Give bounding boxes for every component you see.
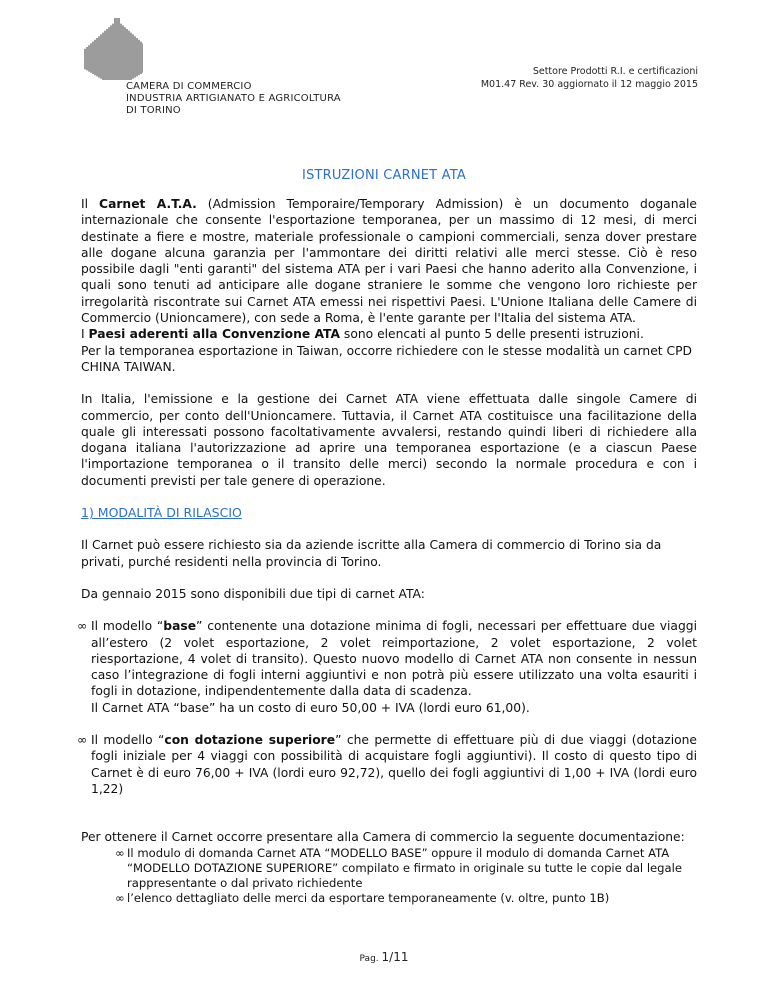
organization-name: [126, 81, 341, 117]
bullet-marker: ∞: [77, 733, 88, 748]
text: sono elencati al punto 5 delle presenti istruzioni.: [340, 327, 644, 342]
intro-paragraph-2: [81, 326, 697, 342]
text: (Admission Temporaire/Temporary Admission) è un documento doganale internazionale che consente l'esportazione temporanea, per un massimo di 12 mesi, di merci destinate a fiere e mostre, materiale professionale o campioni commerciali, senza dover prestare alle dogane alcuna garanzia per l'ammontare dei diritti relativi alle merci stesse. Ciò è reso possibile dagli "enti garanti" del sistema ATA per i vari Paesi che hanno aderito alla Convenzione, i quali sono tenuti ad anticipare alle dogane straniere le somme che vengono loro richieste per irregolarità riscontrate sui Carnet ATA emessi nei rispettivi Paesi. L'Unione Italiana delle Camere di Commercio (Unioncamere), con sede a Roma, è l'ente garante per l'Italia del sistema ATA.: [81, 197, 698, 326]
base-term: base: [163, 619, 197, 634]
revision-info: M01.47 Rev. 30 aggiornato il 12 maggio 2015: [480, 78, 698, 90]
document-reference: [481, 66, 698, 91]
text: I: [81, 327, 89, 342]
member-countries-term: Paesi aderenti alla Convenzione ATA: [88, 327, 341, 342]
org-line-3: DI TORINO: [126, 105, 181, 116]
section-1-paragraph-2: Da gennaio 2015 sono disponibili due tipi di carnet ATA:: [81, 586, 425, 601]
document-body: [77, 196, 698, 906]
text: Il modello “: [91, 619, 164, 634]
intro-paragraph-4: In Italia, l'emissione e la gestione dei Carnet ATA viene effettuata dalle singole Camere di commercio, per conto dell'Unioncamere. Tuttavia, il Carnet ATA costituisce una facilitazione della quale gli interessati possono facoltativamente avvalersi, restando quindi liberi di richiedere alla dogana italiana l'autorizzazione ad aprire una temporanea esportazione (e a ciascun Paese l'importazione temporanea o il transito delle merci) secondo la normale procedura e con i documenti previsti per tale genere di operazione.: [81, 392, 697, 488]
bullet-marker: ∞: [115, 890, 125, 905]
text: Il modulo di domanda Carnet ATA “MODELLO BASE” oppure il modulo di domanda Carnet ATA “MODELLO DOTAZIONE SUPERIORE” compilato e firmato in originale su tutte le copie dal legale rappresentante o dal privato richiedente: [127, 845, 683, 890]
page-number: 1/11: [381, 950, 409, 964]
required-document-1: [81, 846, 697, 891]
text: Il modello “: [91, 733, 165, 748]
page-footer: [0, 950, 768, 964]
intro-paragraph-3: Per la temporanea esportazione in Taiwan, occorre richiedere con le stesse modalità un carnet CPD CHINA TAIWAN.: [81, 343, 692, 374]
chamber-logo: [81, 18, 143, 82]
text: ” che permette di effettuare più di due viaggi (dotazione fogli iniziale per 4 viaggi con possibilità di acquistare fogli aggiuntivi). Il costo di questo tipo di Carnet è di euro 76,00 + IVA (lordi euro 92,72), quello dei fogli aggiuntivi di 1,00 + IVA (lordi euro 1,22): [91, 733, 697, 796]
text: ” contenente una dotazione minima di fogli, necessari per effettuare due viaggi all’estero (2 volet esportazione, 2 volet reimportazione, 2 volet esportazione, 2 volet riesportazione, 4 volet di transito). Questo nuovo modello di Carnet ATA non consente in nessun caso l’integrazione di fogli interni aggiuntivi e non potrà più essere utilizzato una volta esauriti i fogli in dotazione, indipendentemente dalla data di scadenza.: [91, 619, 697, 699]
document-title: ISTRUZIONI CARNET ATA: [302, 168, 466, 183]
intro-paragraph-1: [81, 196, 697, 326]
bullet-marker: ∞: [115, 845, 125, 860]
page-label: Pag.: [359, 954, 382, 964]
required-document-2: [81, 891, 697, 906]
carnet-ata-term: Carnet A.T.A.: [99, 197, 197, 211]
superior-term: con dotazione superiore: [164, 733, 336, 748]
bullet-marker: ∞: [77, 619, 88, 634]
text: l’elenco dettagliato delle merci da esportare temporaneamente (v. oltre, punto 1B): [127, 890, 610, 905]
section-1-heading: 1) MODALITÀ DI RILASCIO: [81, 505, 242, 521]
org-line-1: CAMERA DI COMMERCIO: [126, 81, 252, 92]
text: Il: [81, 197, 100, 211]
base-price: Il Carnet ATA “base” ha un costo di euro 50,00 + IVA (lordi euro 61,00).: [91, 700, 530, 715]
carnet-type-base: [77, 618, 697, 716]
org-line-2: INDUSTRIA ARTIGIANATO E AGRICOLTURA: [126, 93, 341, 104]
section-1-paragraph-1: Il Carnet può essere richiesto sia da aziende iscritte alla Camera di commercio di Torino sia da privati, purché residenti nella provincia di Torino.: [81, 538, 662, 569]
section-1-paragraph-3: Per ottenere il Carnet occorre presentare alla Camera di commercio la seguente documentazione:: [81, 830, 685, 845]
sector-name: Settore Prodotti R.I. e certificazioni: [532, 66, 698, 77]
carnet-type-superior: [77, 732, 697, 797]
